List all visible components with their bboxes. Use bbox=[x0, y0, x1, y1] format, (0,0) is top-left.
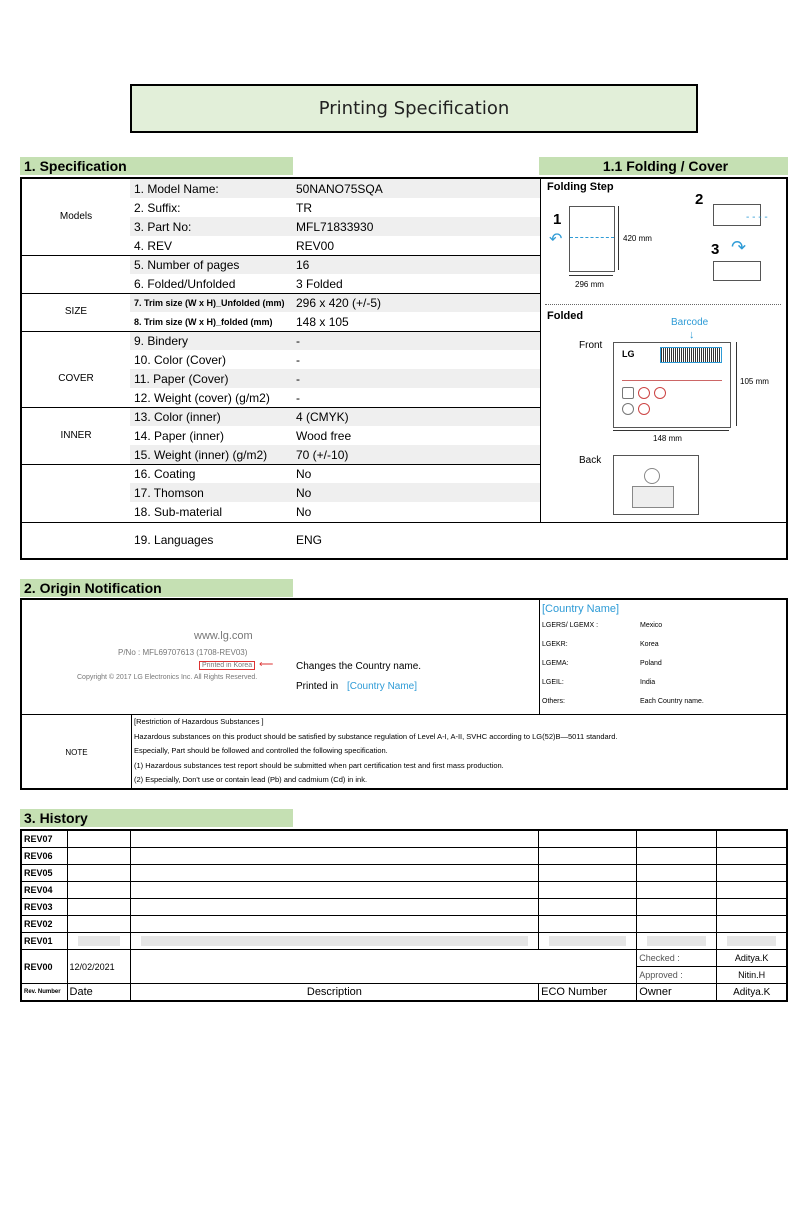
spec-row bbox=[130, 293, 540, 312]
country-row bbox=[542, 641, 782, 660]
prohibited-icon bbox=[638, 387, 650, 399]
country-code: LGEMA: bbox=[542, 660, 569, 667]
spec-value: 148 x 105 bbox=[296, 314, 349, 329]
empty-cell bbox=[67, 916, 130, 933]
spec-label: 5. Number of pages bbox=[134, 257, 240, 272]
empty-cell bbox=[717, 899, 787, 916]
spec-label: 15. Weight (inner) (g/m2) bbox=[134, 447, 268, 462]
approved-label: Approved : bbox=[637, 967, 717, 984]
table-row bbox=[21, 848, 787, 865]
empty-cell bbox=[717, 865, 787, 882]
table-footer-row bbox=[21, 984, 787, 1002]
spec-label: 7. Trim size (W x H)_Unfolded (mm) bbox=[134, 297, 285, 308]
empty-cell bbox=[637, 848, 717, 865]
step-1-label: 1 bbox=[553, 211, 562, 228]
spec-label: 6. Folded/Unfolded bbox=[134, 276, 236, 291]
spec-row bbox=[130, 179, 540, 198]
spec-value: REV00 bbox=[296, 238, 335, 253]
spec-label: 11. Paper (Cover) bbox=[134, 371, 229, 386]
spec-value: - bbox=[296, 333, 300, 348]
spec-label: 10. Color (Cover) bbox=[134, 352, 227, 367]
changes-note: Changes the Country name. bbox=[296, 661, 422, 672]
empty-cell bbox=[67, 848, 130, 865]
rev-cell: REV03 bbox=[21, 899, 67, 916]
prohibited-icon bbox=[638, 403, 650, 415]
empty-cell bbox=[67, 899, 130, 916]
shaded-cell bbox=[141, 936, 529, 946]
country-placeholder: [Country Name] bbox=[347, 681, 418, 692]
note-line: Especially, Part should be followed and controlled the following specification. bbox=[134, 746, 388, 756]
rev00-description bbox=[130, 950, 637, 984]
spec-row bbox=[130, 198, 540, 217]
rev-cell: REV02 bbox=[21, 916, 67, 933]
empty-cell bbox=[67, 933, 130, 950]
front-cover-sketch bbox=[613, 342, 731, 428]
empty-cell bbox=[130, 916, 539, 933]
group-size: SIZE bbox=[64, 306, 88, 317]
part-number: P/No : MFL69707613 (1708-REV03) bbox=[118, 648, 248, 657]
empty-cell bbox=[539, 916, 637, 933]
group-inner: INNER bbox=[60, 430, 92, 441]
footer-description: Description bbox=[130, 984, 539, 1002]
group-models: Models bbox=[59, 211, 93, 222]
rev-cell: REV05 bbox=[21, 865, 67, 882]
prohibited-icon bbox=[654, 387, 666, 399]
spec-row bbox=[130, 236, 540, 255]
spec-label: 19. Languages bbox=[134, 533, 214, 547]
dimension-line bbox=[618, 206, 619, 270]
spec-value: 50NANO75SQA bbox=[296, 181, 383, 196]
spec-value: TR bbox=[296, 200, 312, 215]
spec-label: 1. Model Name: bbox=[134, 181, 219, 196]
spec-value: No bbox=[296, 504, 312, 519]
empty-cell bbox=[637, 830, 717, 848]
printed-in-korea-box: Printed in Korea bbox=[199, 661, 255, 670]
table-row bbox=[21, 950, 787, 967]
empty-cell bbox=[637, 933, 717, 950]
spec-value: 16 bbox=[296, 257, 310, 272]
history-table bbox=[20, 829, 788, 1002]
empty-cell bbox=[717, 882, 787, 899]
spec-row bbox=[130, 331, 540, 350]
empty-cell bbox=[130, 865, 539, 882]
rev-cell: REV06 bbox=[21, 848, 67, 865]
section-history-heading: 3. History bbox=[20, 809, 293, 827]
country-list bbox=[542, 622, 782, 717]
empty-cell bbox=[67, 830, 130, 848]
spec-row bbox=[130, 255, 540, 274]
arrow-down-icon: ↓ bbox=[689, 329, 695, 341]
country-header: [Country Name] bbox=[542, 603, 620, 615]
folded-title: Folded bbox=[547, 310, 584, 322]
step-3-label: 3 bbox=[711, 241, 720, 258]
rev00-date: 12/02/2021 bbox=[67, 950, 130, 984]
spec-row bbox=[130, 388, 540, 407]
spec-rows bbox=[22, 179, 540, 558]
spec-label: 2. Suffix: bbox=[134, 200, 181, 215]
spec-row bbox=[130, 502, 540, 521]
divider bbox=[539, 600, 540, 714]
country-name: India bbox=[640, 679, 656, 686]
back-cover-sketch bbox=[613, 455, 699, 515]
back-label: Back bbox=[579, 455, 602, 466]
note-line: (1) Hazardous substances test report should be submitted when part certification test and first mass production. bbox=[134, 760, 504, 770]
folding-panel bbox=[541, 179, 786, 522]
rev-cell: REV07 bbox=[21, 830, 67, 848]
empty-cell bbox=[130, 899, 539, 916]
dim-420-label: 420 mm bbox=[623, 234, 652, 243]
spec-row bbox=[130, 522, 786, 558]
spec-label: 13. Color (inner) bbox=[134, 409, 221, 424]
country-name: Korea bbox=[640, 641, 659, 648]
spec-label: 17. Thomson bbox=[134, 485, 204, 500]
empty-cell bbox=[637, 916, 717, 933]
spec-value: 4 (CMYK) bbox=[296, 409, 349, 424]
divider bbox=[22, 331, 540, 332]
spec-row bbox=[130, 350, 540, 369]
footer-eco: ECO Number bbox=[539, 984, 637, 1002]
rotate-arrow-icon: ↷ bbox=[731, 237, 747, 257]
rotate-arrow-icon: ↶ bbox=[549, 231, 563, 248]
dim-105-label: 105 mm bbox=[740, 377, 769, 386]
spec-label: 14. Paper (inner) bbox=[134, 428, 225, 443]
spec-value: 70 (+/-10) bbox=[296, 447, 349, 462]
divider bbox=[22, 407, 540, 408]
empty-cell bbox=[130, 830, 539, 848]
empty-cell bbox=[717, 933, 787, 950]
checked-name: Aditya.K bbox=[717, 950, 787, 967]
spec-row bbox=[130, 217, 540, 236]
empty-cell bbox=[637, 882, 717, 899]
lg-url: www.lg.com bbox=[194, 630, 253, 642]
shaded-cell bbox=[549, 936, 626, 946]
country-code: LGEIL: bbox=[542, 679, 564, 686]
country-name: Poland bbox=[640, 660, 662, 667]
note-label: NOTE bbox=[65, 748, 88, 757]
front-label: Front bbox=[579, 340, 603, 351]
divider bbox=[22, 522, 786, 523]
empty-cell bbox=[539, 848, 637, 865]
desk-illustration bbox=[632, 486, 674, 508]
spec-label: 3. Part No: bbox=[134, 219, 192, 234]
spec-value: - bbox=[296, 352, 300, 367]
note-lines bbox=[134, 717, 784, 790]
spec-row bbox=[130, 445, 540, 464]
group-cover: COVER bbox=[58, 373, 94, 384]
section-origin-heading: 2. Origin Notification bbox=[20, 579, 293, 597]
rev-cell: REV04 bbox=[21, 882, 67, 899]
spec-row bbox=[130, 312, 540, 331]
empty-cell bbox=[539, 933, 637, 950]
step-2-label: 2 bbox=[695, 191, 704, 208]
note-line: Hazardous substances on this product should be satisfied by substance regulation of Level A-I, A-II, SVHC according to LG(52)B—5011 standard. bbox=[134, 731, 618, 741]
separator bbox=[545, 304, 781, 305]
folding-step-title: Folding Step bbox=[547, 181, 614, 193]
divider bbox=[22, 464, 540, 465]
spec-label: 9. Bindery bbox=[134, 333, 189, 348]
spec-value: ENG bbox=[296, 533, 323, 547]
quarter-fold-sketch bbox=[713, 261, 761, 281]
empty-cell bbox=[717, 830, 787, 848]
table-row bbox=[21, 916, 787, 933]
section-spec-heading: 1. Specification bbox=[20, 157, 293, 175]
empty-cell bbox=[539, 882, 637, 899]
copyright-text: Copyright © 2017 LG Electronics Inc. All Rights Reserved. bbox=[77, 674, 258, 681]
disposal-icon bbox=[622, 403, 634, 415]
footer-date: Date bbox=[67, 984, 130, 1002]
empty-cell bbox=[637, 865, 717, 882]
empty-cell bbox=[130, 848, 539, 865]
empty-cell bbox=[539, 899, 637, 916]
table-row bbox=[21, 865, 787, 882]
recycle-icon bbox=[622, 387, 634, 399]
footer-rev: Rev. Number bbox=[21, 984, 67, 1002]
fold-line-icon: - - - - bbox=[746, 212, 768, 223]
spec-row bbox=[130, 369, 540, 388]
country-row bbox=[542, 660, 782, 679]
country-code: Others: bbox=[542, 698, 565, 705]
spec-row bbox=[130, 426, 540, 445]
barcode-icon bbox=[660, 347, 722, 363]
spec-row bbox=[130, 274, 540, 293]
approved-name: Nitin.H bbox=[717, 967, 787, 984]
country-name: Each Country name. bbox=[640, 698, 704, 705]
empty-cell bbox=[539, 830, 637, 848]
spec-row bbox=[130, 407, 540, 426]
country-code: LGEKR: bbox=[542, 641, 568, 648]
divider bbox=[22, 293, 540, 294]
unfolded-sheet-sketch bbox=[569, 206, 615, 272]
table-row bbox=[21, 899, 787, 916]
spec-value: 296 x 420 (+/-5) bbox=[296, 295, 382, 310]
empty-cell bbox=[67, 882, 130, 899]
origin-table bbox=[20, 598, 788, 790]
empty-cell bbox=[130, 933, 539, 950]
spec-value: No bbox=[296, 466, 312, 481]
country-row bbox=[542, 622, 782, 641]
dimension-line bbox=[569, 275, 613, 276]
spec-value: Wood free bbox=[296, 428, 352, 443]
spec-value: No bbox=[296, 485, 312, 500]
rev00-cell: REV00 bbox=[21, 950, 67, 984]
note-line: [Restriction of Hazardous Substances ] bbox=[134, 717, 264, 726]
spec-label: 16. Coating bbox=[134, 466, 196, 481]
lg-logo: LG bbox=[622, 349, 635, 359]
dimension-line bbox=[736, 342, 737, 426]
spec-value: - bbox=[296, 371, 300, 386]
person-illustration bbox=[644, 468, 660, 484]
dimension-line bbox=[613, 430, 729, 431]
divider bbox=[131, 714, 132, 788]
arrow-left-icon: ⟵ bbox=[259, 659, 274, 670]
dim-148-label: 148 mm bbox=[653, 434, 682, 443]
spec-label: 18. Sub-material bbox=[134, 504, 223, 519]
empty-cell bbox=[637, 899, 717, 916]
shaded-cell bbox=[727, 936, 776, 946]
document-title: Printing Specification bbox=[130, 84, 698, 133]
spec-label: 12. Weight (cover) (g/m2) bbox=[134, 390, 270, 405]
shaded-cell bbox=[647, 936, 706, 946]
dim-296-label: 296 mm bbox=[575, 280, 604, 289]
spec-row bbox=[130, 483, 540, 502]
table-row bbox=[21, 933, 787, 950]
empty-cell bbox=[717, 916, 787, 933]
table-row bbox=[21, 882, 787, 899]
country-name: Mexico bbox=[640, 622, 663, 629]
spec-value: - bbox=[296, 390, 300, 405]
table-row bbox=[21, 830, 787, 848]
section-folding-heading: 1.1 Folding / Cover bbox=[539, 157, 788, 175]
empty-cell bbox=[130, 882, 539, 899]
footer-owner: Owner bbox=[637, 984, 717, 1002]
empty-cell bbox=[717, 848, 787, 865]
barcode-label: Barcode bbox=[671, 317, 709, 328]
spec-label: 4. REV bbox=[134, 238, 173, 253]
country-row bbox=[542, 698, 782, 717]
divider bbox=[622, 380, 722, 381]
divider bbox=[22, 255, 540, 256]
note-line: (2) Especially, Don't use or contain lead (Pb) and cadmium (Cd) in ink. bbox=[134, 775, 368, 785]
spec-label: 8. Trim size (W x H)_folded (mm) bbox=[134, 316, 273, 327]
country-row bbox=[542, 679, 782, 698]
spec-value: 3 Folded bbox=[296, 276, 343, 291]
rev-cell: REV01 bbox=[21, 933, 67, 950]
country-code: LGERS/ LGEMX : bbox=[542, 622, 599, 629]
empty-cell bbox=[539, 865, 637, 882]
spec-row bbox=[130, 464, 540, 483]
spec-table bbox=[20, 177, 788, 560]
empty-cell bbox=[67, 865, 130, 882]
printed-in-label: Printed in bbox=[296, 681, 339, 692]
spec-value: MFL71833930 bbox=[296, 219, 374, 234]
checked-label: Checked : bbox=[637, 950, 717, 967]
shaded-cell bbox=[78, 936, 120, 946]
footer-owner-name: Aditya.K bbox=[717, 984, 787, 1002]
